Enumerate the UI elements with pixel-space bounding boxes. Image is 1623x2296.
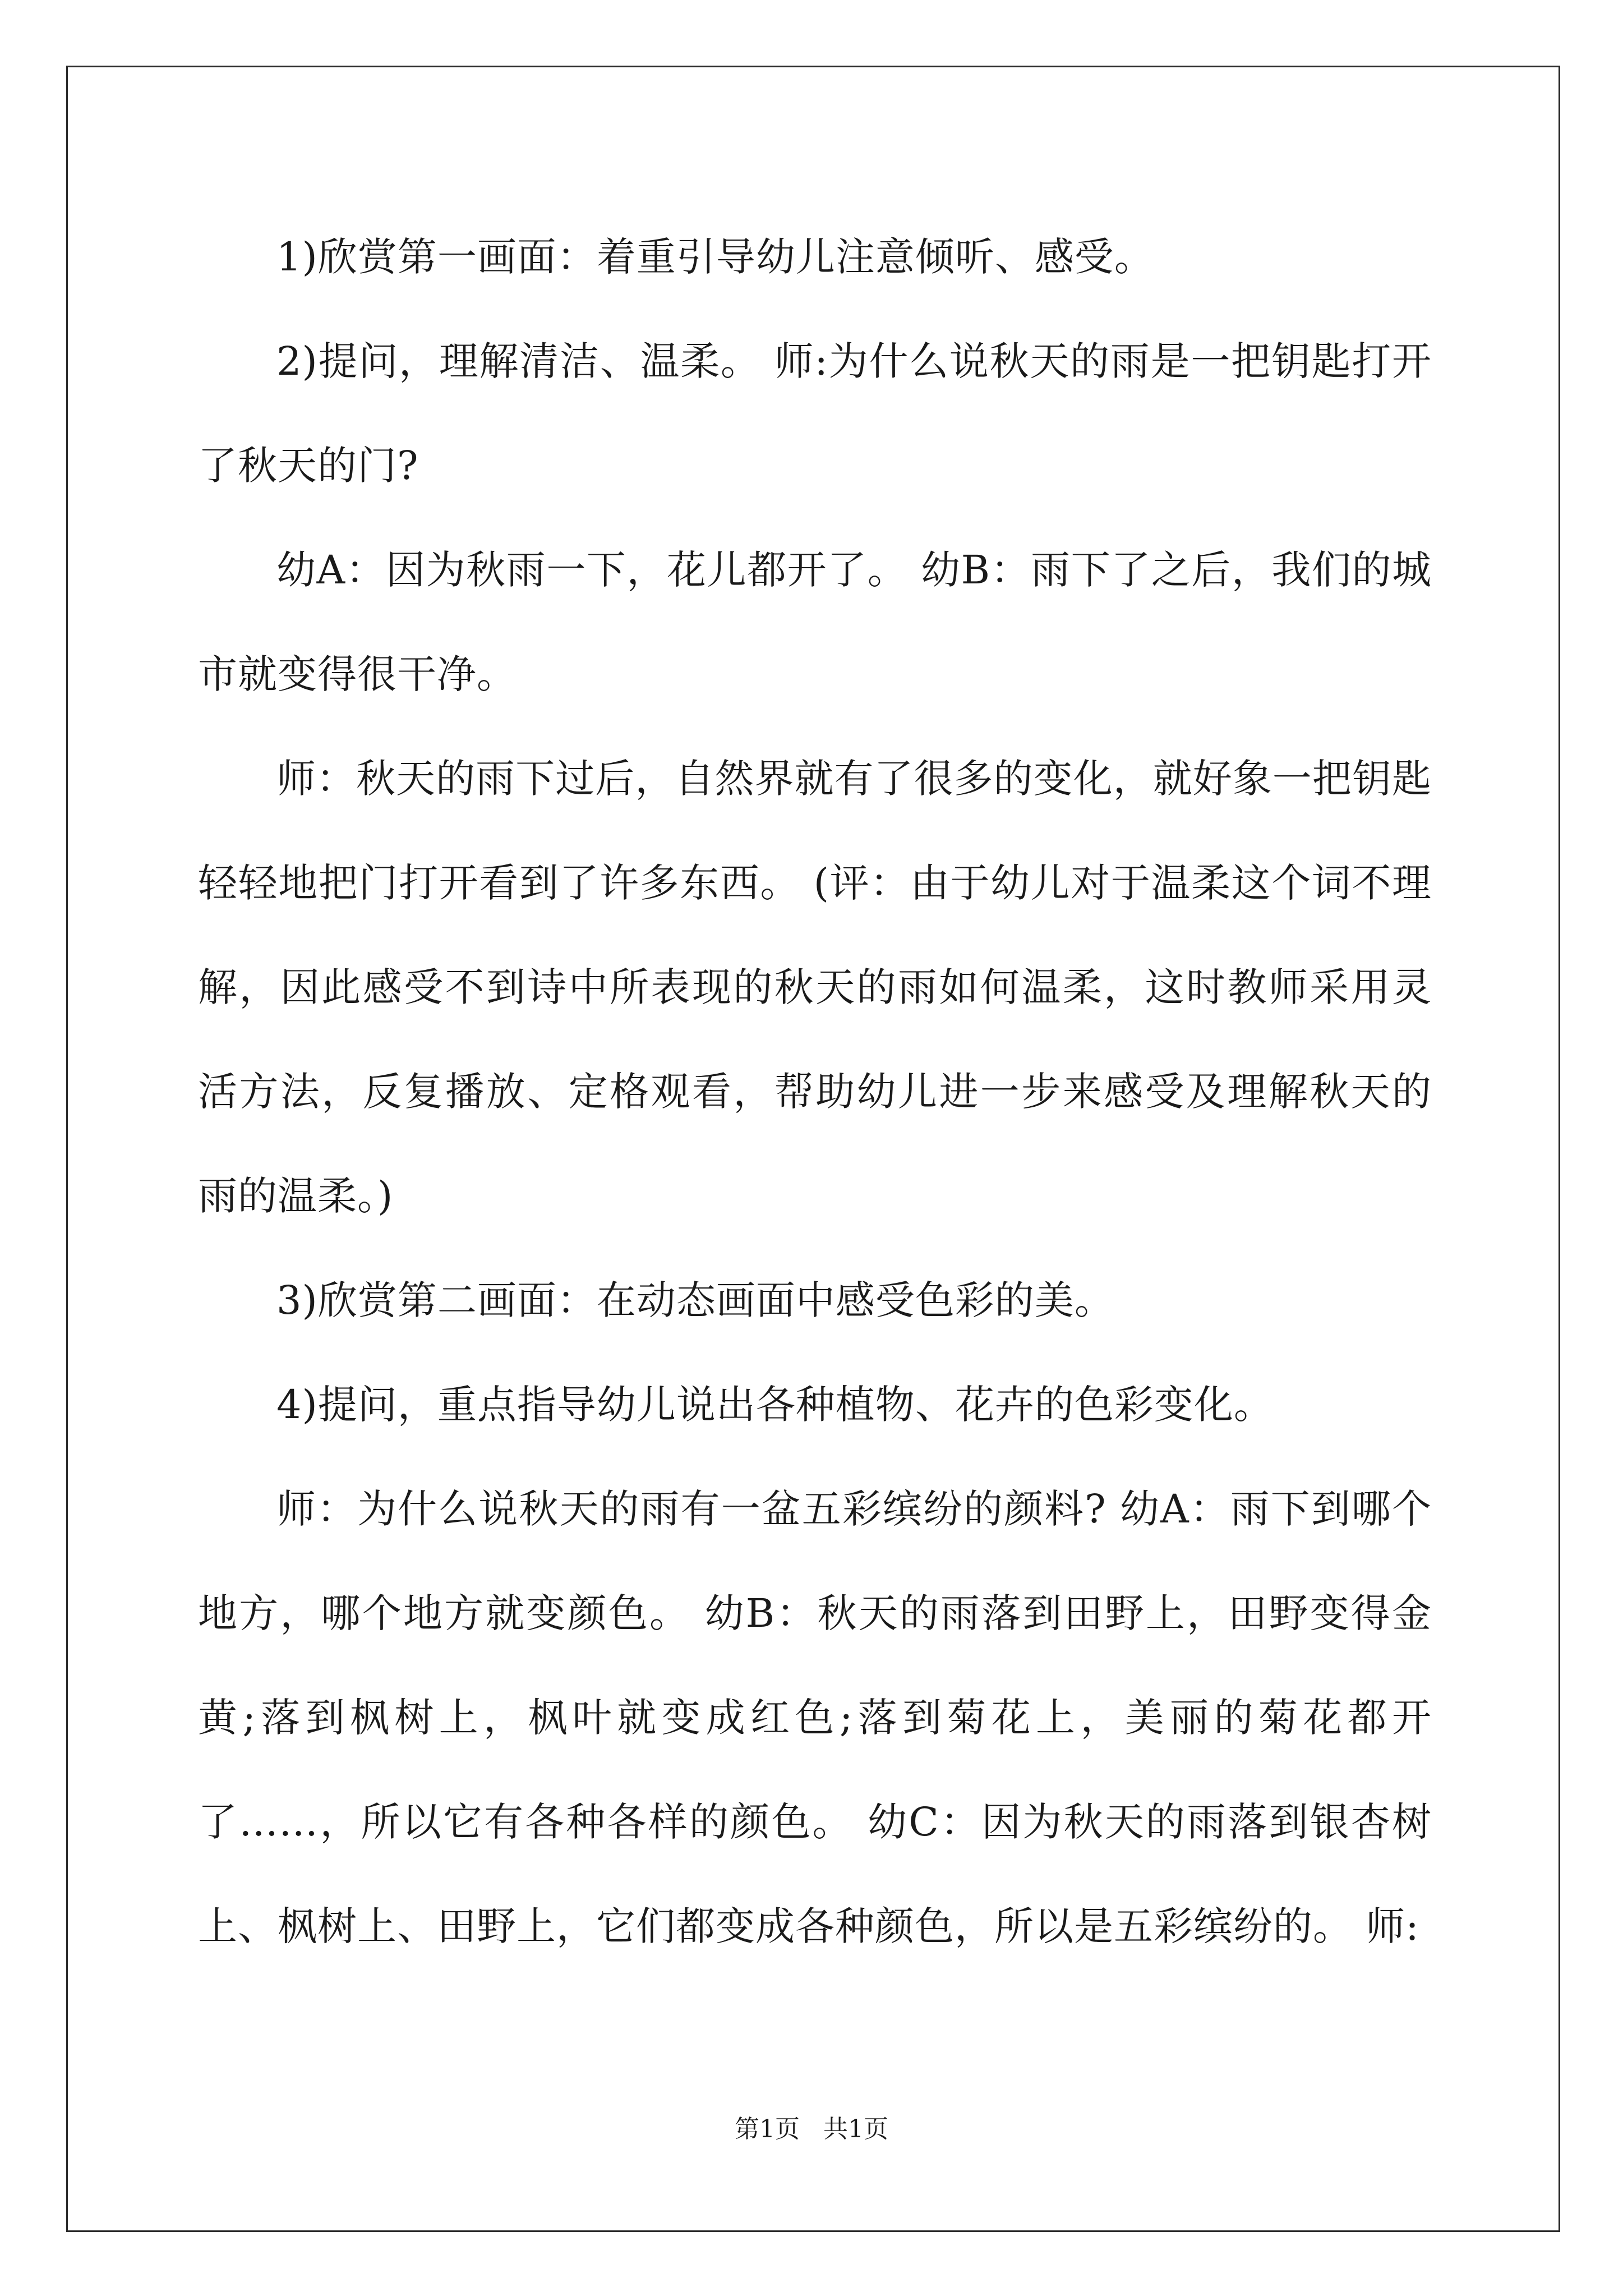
page-footer <box>0 2113 1623 2146</box>
paragraph-7: 师：为什么说秋天的雨有一盆五彩缤纷的颜料? 幼A：雨下到哪个地方，哪个地方就变颜色。 幼B：秋天的雨落到田野上，田野变得金黄;落到枫树上，枫叶就变成红色;落到菊花上，美丽的菊花都开了……，所以它有各种各样的颜色。 幼C：因为秋天的雨落到银杏树上、枫树上、田野上，它们都变成各种颜色，所以是五彩缤纷的。 师: <box>198 1486 1432 1949</box>
page-total: 共1页 <box>823 2115 888 2143</box>
paragraph-6: 4)提问，重点指导幼儿说出各种植物、花卉的色彩变化。 <box>276 1382 1274 1428</box>
paragraph-2: 2)提问，理解清洁、温柔。 师:为什么说秋天的雨是一把钥匙打开了秋天的门? <box>198 338 1432 489</box>
page-number: 第1页 <box>735 2115 800 2143</box>
paragraph-3: 幼A：因为秋雨一下，花儿都开了。 幼B：雨下了之后，我们的城市就变得很干净。 <box>198 547 1432 697</box>
paragraph-4: 师：秋天的雨下过后，自然界就有了很多的变化，就好象一把钥匙轻轻地把门打开看到了许多东西。 (评：由于幼儿对于温柔这个词不理解，因此感受不到诗中所表现的秋天的雨如何温柔，这时教师采用灵活方法，反复播放、定格观看，帮助幼儿进一步来感受及理解秋天的雨的温柔。) <box>198 756 1432 1219</box>
paragraph-5: 3)欣赏第二画面：在动态画面中感受色彩的美。 <box>276 1277 1114 1323</box>
paragraph-1: 1)欣赏第一画面：着重引导幼儿注意倾听、感受。 <box>276 234 1154 280</box>
document-body <box>198 205 1432 1978</box>
